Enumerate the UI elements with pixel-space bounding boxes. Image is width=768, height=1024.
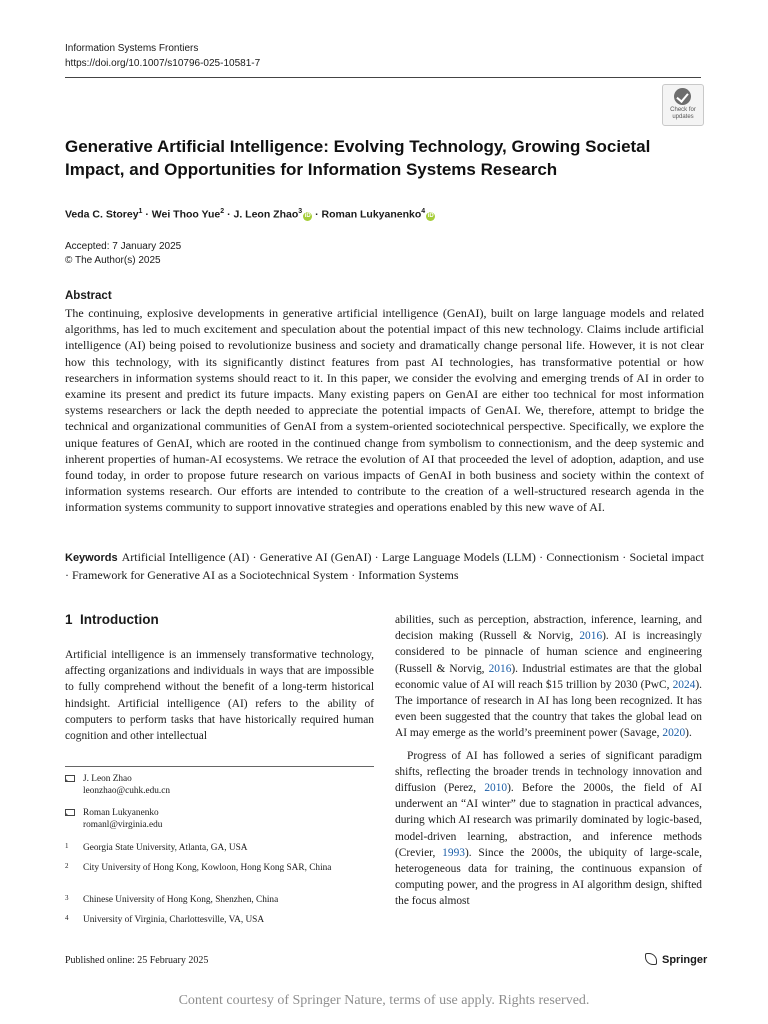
text-run: ). AI is increasingly considered to be pinnacle of human science and engineering (Russell & Norvig, bbox=[395, 630, 702, 675]
courtesy-notice: Content courtesy of Springer Nature, terms of use apply. Rights reserved. bbox=[178, 993, 590, 1008]
affiliation-number: 3 bbox=[65, 894, 69, 902]
author-list: Veda C. Storey$^1$ · Wei Thoo Yue$^2$ · J. Leon Zhao$^3$iD · Roman Lukyanenko$^4$iD bbox=[65, 208, 434, 221]
publisher-name: Springer bbox=[662, 954, 708, 966]
affiliation bbox=[65, 862, 374, 888]
affiliation bbox=[65, 842, 374, 856]
text-run: Progress of AI has followed a series of significant paradigm shifts, reflecting the broader trends in technology innovation and diffusion (Perez, bbox=[395, 749, 702, 795]
journal-header bbox=[65, 41, 260, 71]
badge-line-2: updates bbox=[672, 113, 694, 120]
text-run: ). bbox=[685, 727, 692, 740]
badge-line-1: Check for bbox=[670, 107, 696, 113]
text-run: abilities, such as perception, abstraction, inference, learning, and decision making (Russell & Norvig, bbox=[395, 614, 702, 643]
corresponding-author bbox=[65, 773, 374, 799]
journal-name: Information Systems Frontiers bbox=[65, 43, 199, 54]
orcid-icon[interactable]: iD bbox=[427, 212, 434, 219]
author-name[interactable]: Roman Lukyanenko bbox=[321, 208, 422, 221]
corresponding-email[interactable]: leonzhao@cuhk.edu.cn bbox=[83, 786, 171, 796]
paper-title: Generative Artificial Intelligence: Evolving Technology, Growing Societal Impact, and Opportunities for Information Systems Research bbox=[65, 137, 651, 179]
citation-link[interactable]: 1993 bbox=[442, 846, 465, 859]
paragraph bbox=[395, 612, 702, 742]
citation-link[interactable]: 2020 bbox=[662, 727, 686, 740]
author-name[interactable]: J. Leon Zhao bbox=[233, 208, 299, 221]
section-title: Introduction bbox=[80, 612, 159, 627]
keywords-heading: Keywords bbox=[65, 552, 118, 564]
section-heading bbox=[65, 612, 159, 627]
citation-link[interactable]: 2016 bbox=[488, 662, 512, 675]
author-name[interactable]: Veda C. Storey bbox=[65, 208, 139, 221]
published-date: Published online: 25 February 2025 bbox=[65, 955, 209, 966]
paragraph bbox=[395, 748, 702, 910]
text-run: ). Since the 2000s, the ubiquity of large-scale, heterogeneous data for training, the continuous expansion of computing power, and the progress in AI algorithm design, shifted the focus almost bbox=[395, 846, 702, 908]
article-dates bbox=[65, 240, 181, 268]
citation-link[interactable]: 2010 bbox=[484, 782, 508, 795]
affiliation-number: 2 bbox=[65, 862, 69, 870]
author-affil: 4 bbox=[421, 208, 426, 215]
corresponding-name: J. Leon Zhao bbox=[83, 774, 132, 784]
citation-link[interactable]: 2024 bbox=[672, 678, 696, 691]
text-run: ). Before the 2000s, the field of AI underwent an “AI winter” due to stagnation in practical advances, during which AI research was primarily dominated by logic-based, model-driven learning, abstraction, and inference methods (Crevier, bbox=[395, 782, 702, 859]
accepted-date: Accepted: 7 January 2025 bbox=[65, 241, 182, 252]
section-number: 1 bbox=[65, 612, 73, 627]
check-for-updates-badge[interactable] bbox=[662, 84, 704, 126]
affiliation-text: University of Virginia, Charlottesville, VA, USA bbox=[83, 915, 265, 925]
author-affil: 2 bbox=[220, 208, 225, 215]
citation-link[interactable]: 2016 bbox=[579, 630, 603, 643]
author-affil: 1 bbox=[138, 208, 143, 215]
author-affil: 3 bbox=[298, 208, 303, 215]
text-run: ). The importance of research in AI has long been recognized. It has even been suggested that the country that takes the global lead on AI may emerge as the world’s preeminent power (Savage, bbox=[395, 678, 702, 740]
affiliation-number: 4 bbox=[65, 914, 69, 922]
footnote-rule bbox=[65, 766, 374, 767]
body-right-column bbox=[395, 612, 702, 910]
affiliation bbox=[65, 914, 374, 928]
envelope-icon bbox=[65, 809, 75, 816]
affiliation-text: Chinese University of Hong Kong, Shenzhen, China bbox=[83, 895, 279, 905]
header-rule bbox=[65, 77, 701, 78]
text-run: ). Industrial estimates are that the global economic value of AI will reach $15 trillion by 2030 (PwC, bbox=[395, 662, 703, 691]
affiliation-number: 1 bbox=[65, 842, 69, 850]
corresponding-author bbox=[65, 807, 374, 833]
keywords bbox=[65, 549, 704, 583]
check-icon bbox=[674, 88, 691, 105]
affiliation-text: City University of Hong Kong, Kowloon, Hong Kong SAR, China bbox=[83, 863, 332, 873]
abstract-heading: Abstract bbox=[65, 290, 112, 302]
body-left-column bbox=[65, 647, 374, 744]
corresponding-name: Roman Lukyanenko bbox=[83, 808, 159, 818]
springer-horse-icon bbox=[645, 953, 657, 965]
corresponding-email[interactable]: romanl@virginia.edu bbox=[83, 820, 163, 830]
keywords-text: Artificial Intelligence (AI) · Generative AI (GenAI) · Large Language Models (LLM) · Connectionism · Societal impact · Framework for Generative AI as a Sociotechnical System · Information Systems bbox=[65, 550, 704, 582]
paragraph: Artificial intelligence is an immensely transformative technology, affecting organizations and individuals in ways that are impossible to fully comprehend without the benefit of a long-term historical hindsight. Artificial intelligence (AI) refers to the ability of computers to perform tasks that have historically required human cognition and other intellectual bbox=[65, 649, 374, 743]
author-name[interactable]: Wei Thoo Yue bbox=[151, 208, 221, 221]
doi-link[interactable]: https://doi.org/10.1007/s10796-025-10581-7 bbox=[65, 58, 261, 69]
springer-logo bbox=[645, 953, 707, 966]
envelope-icon bbox=[65, 775, 75, 782]
abstract-text: The continuing, explosive developments in generative artificial intelligence (GenAI), built on large language models and related algorithms, has led to much excitement and speculation about the potential impact of this new technology. Claims include artificial intelligence (AI) being poised to revolutionize business and society and dramatically change personal life. However, it is not clear how this technology, with its significantly distinct features from past AI technologies, has transformative potential or how researchers in information systems should react to it. In this paper, we consider the evolving and emerging trends of AI in order to examine its present and predict its future impacts. Many existing papers on GenAI are either too technical for most information systems researchers or lack the depth needed to appreciate the potential impacts of GenAI. We, therefore, attempt to bridge the technical and organizational communities of GenAI from a system-oriented sociotechnical perspective. Specifically, we explore the unique features of GenAI, which are rooted in the continued change from symbolism to connectionism, and the deep systemic and inherent properties of human-AI ecosystems. We retrace the evolution of AI that proceeded the level of adoption, adaption, and use found today, in order to propose future research on various impacts of GenAI in both business and society within the context of information systems research. Our efforts are intended to contribute to the creation of a well-structured research agenda in the information systems community to support innovative strategies and operations enabled by this new wave of AI. bbox=[65, 306, 704, 515]
badge-label bbox=[663, 107, 703, 120]
copyright: © The Author(s) 2025 bbox=[65, 255, 161, 266]
affiliation-text: Georgia State University, Atlanta, GA, USA bbox=[83, 843, 248, 853]
affiliation bbox=[65, 894, 374, 908]
orcid-icon[interactable]: iD bbox=[304, 212, 311, 219]
